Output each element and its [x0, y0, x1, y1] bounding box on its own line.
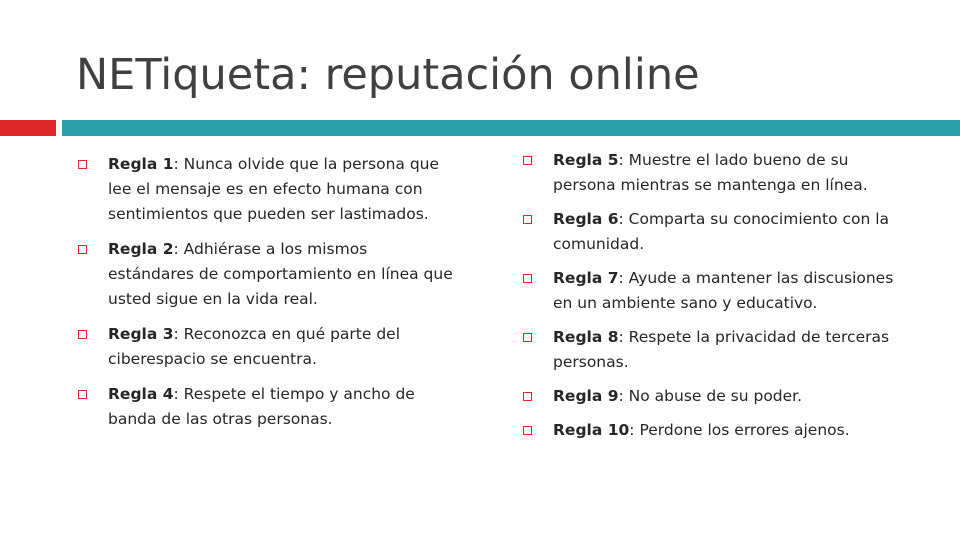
square-bullet-icon	[523, 274, 532, 283]
rule-label: Regla 8	[553, 328, 619, 346]
rule-text: : Perdone los errores ajenos.	[629, 421, 850, 439]
rule-label: Regla 1	[108, 155, 174, 173]
rule-text: : Adhiérase a los mismos estándares de comportamiento en línea que usted sigue en la vida real.	[108, 240, 453, 308]
square-bullet-icon	[78, 245, 87, 254]
rule-item	[76, 322, 456, 372]
rule-text: : Respete el tiempo y ancho de banda de las otras personas.	[108, 385, 415, 428]
rule-label: Regla 3	[108, 325, 174, 343]
accent-bar-teal	[62, 120, 960, 136]
rule-label: Regla 7	[553, 269, 619, 287]
rule-text: : Respete la privacidad de terceras personas.	[553, 328, 890, 371]
rules-list-left	[76, 152, 456, 442]
rule-text: : Comparta su conocimiento con la comunidad.	[553, 210, 890, 253]
rule-item	[521, 148, 916, 198]
slide-title: NETiqueta: reputación online	[76, 50, 700, 100]
square-bullet-icon	[523, 392, 532, 401]
rule-label: Regla 2	[108, 240, 174, 258]
rule-text: : No abuse de su poder.	[618, 387, 803, 405]
rule-text: : Reconozca en qué parte del ciberespacio se encuentra.	[108, 325, 400, 368]
rule-item	[76, 237, 456, 312]
rule-label: Regla 4	[108, 385, 174, 403]
rule-text: : Ayude a mantener las discusiones en un ambiente sano y educativo.	[553, 269, 894, 312]
rule-item	[76, 382, 456, 432]
rule-item	[521, 384, 916, 409]
rule-item	[521, 418, 916, 443]
square-bullet-icon	[523, 426, 532, 435]
rule-item	[521, 207, 916, 257]
square-bullet-icon	[523, 156, 532, 165]
square-bullet-icon	[523, 333, 532, 342]
rule-text: : Muestre el lado bueno de su persona mientras se mantenga en línea.	[553, 151, 868, 194]
rule-item	[521, 266, 916, 316]
square-bullet-icon	[78, 390, 87, 399]
rule-text: : Nunca olvide que la persona que lee el mensaje es en efecto humana con sentimientos que pueden ser lastimados.	[108, 155, 440, 223]
square-bullet-icon	[78, 330, 87, 339]
rules-list-right	[521, 148, 916, 452]
rule-label: Regla 10	[553, 421, 630, 439]
square-bullet-icon	[523, 215, 532, 224]
rule-label: Regla 9	[553, 387, 619, 405]
accent-bar-red	[0, 120, 56, 136]
square-bullet-icon	[78, 160, 87, 169]
rule-item	[76, 152, 456, 227]
rule-label: Regla 6	[553, 210, 619, 228]
rule-label: Regla 5	[553, 151, 619, 169]
rule-item	[521, 325, 916, 375]
